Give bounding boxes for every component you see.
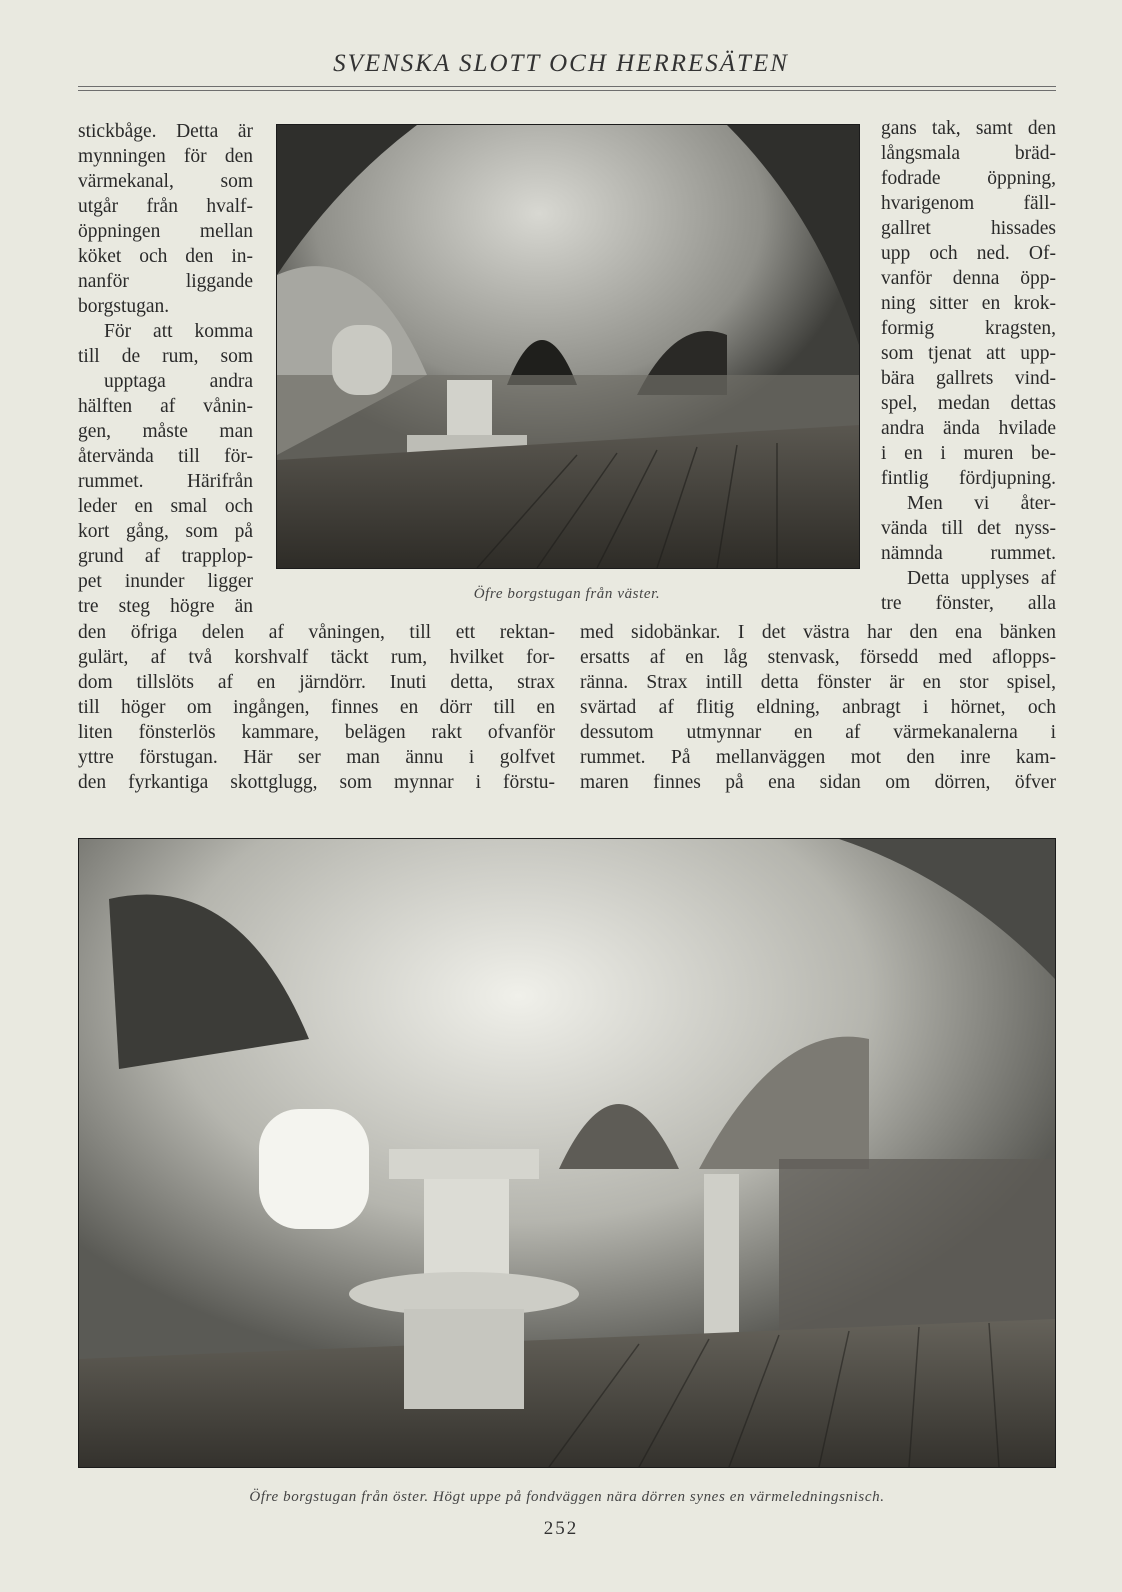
text-line: mynningen för den	[78, 146, 253, 167]
text-line: pet inunder ligger	[78, 571, 253, 592]
text-line: utgår från hvalf-	[78, 196, 253, 217]
bottom-left-column	[78, 620, 555, 795]
text-line: yttre förstugan. Här ser man ännu i golfvet	[78, 747, 555, 768]
figure-caption-bottom: Öfre borgstugan från öster. Högt uppe på fondväggen nära dörren synes en värmeledningsnisch.	[249, 1489, 885, 1505]
page-number: 252	[543, 1518, 579, 1539]
text-line: spel, medan dettas	[881, 393, 1056, 414]
bottom-right-column	[580, 620, 1056, 795]
text-line: formig kragsten,	[881, 318, 1056, 339]
header-rule-thin	[78, 90, 1056, 91]
text-line: öppningen mellan	[78, 221, 253, 242]
text-line: rummet. På mellanväggen mot den inre kam-	[580, 747, 1056, 768]
left-narrow-column	[78, 119, 253, 619]
text-line: ning sitter en krok-	[881, 293, 1056, 314]
text-line: nanför liggande	[78, 271, 253, 292]
text-line: maren finnes på ena sidan om dörren, öfver	[580, 772, 1056, 793]
text-line: långsmala bräd-	[881, 143, 1056, 164]
text-line: gulärt, af två korshvalf täckt rum, hvilket for-	[78, 647, 555, 668]
text-line: gen, måste man	[78, 421, 253, 442]
text-line: För att komma	[104, 321, 253, 342]
text-line: återvända till för-	[78, 446, 253, 467]
text-line: fintlig fördjupning.	[881, 468, 1056, 489]
text-line: gallret hissades	[881, 218, 1056, 239]
text-line: den öfriga delen af våningen, till ett rektan-	[78, 622, 555, 643]
text-line: liten fönsterlös kammare, belägen rakt ofvanför	[78, 722, 555, 743]
text-line: bära gallrets vind-	[881, 368, 1056, 389]
text-line: värmekanal, som	[78, 171, 253, 192]
text-line: med sidobänkar. I det västra har den ena bänken	[580, 622, 1056, 643]
text-line: den fyrkantiga skottglugg, som mynnar i förstu-	[78, 772, 555, 793]
right-narrow-column	[881, 116, 1056, 616]
text-line: Detta upplyses af	[907, 568, 1056, 589]
text-line: rummet. Härifrån	[78, 471, 253, 492]
text-line: kort gång, som på	[78, 521, 253, 542]
text-line: leder en smal och	[78, 496, 253, 517]
text-line: hvarigenom fäll-	[881, 193, 1056, 214]
text-line: gans tak, samt den	[881, 118, 1056, 139]
text-line: upp och ned. Of-	[881, 243, 1056, 264]
photo-east-view	[78, 838, 1056, 1468]
text-line: tre steg högre än	[78, 596, 253, 617]
text-line: i en i muren be-	[881, 443, 1056, 464]
text-line: vanför denna öpp-	[881, 268, 1056, 289]
text-line: upptaga andra	[104, 371, 253, 392]
running-header: SVENSKA SLOTT OCH HERRESÄTEN	[333, 50, 789, 77]
text-line: ersatts af en låg stenvask, försedd med aflopps-	[580, 647, 1056, 668]
text-line: borgstugan.	[78, 296, 170, 317]
text-line: ränna. Strax intill detta fönster är en stor spisel,	[580, 672, 1056, 693]
text-line: grund af trapplop-	[78, 546, 253, 567]
text-line: dom tillslöts af en järndörr. Inuti detta, strax	[78, 672, 555, 693]
photo-west-view	[276, 124, 860, 569]
figure-caption-top: Öfre borgstugan från väster.	[473, 586, 661, 602]
text-line: andra ända hvilade	[881, 418, 1056, 439]
text-line: fodrade öppning,	[881, 168, 1056, 189]
text-line: Men vi åter-	[907, 493, 1056, 514]
text-line: hälften af vånin-	[78, 396, 253, 417]
text-line: dessutom utmynnar en af värmekanalerna i	[580, 722, 1056, 743]
text-line: stickbåge. Detta är	[78, 121, 253, 142]
text-line: tre fönster, alla	[881, 593, 1056, 614]
text-line: till de rum, som	[78, 346, 253, 367]
text-line: vända till det nyss-	[881, 518, 1056, 539]
text-line: nämnda rummet.	[881, 543, 1056, 564]
text-line: som tjenat att upp-	[881, 343, 1056, 364]
text-line: svärtad af flitig eldning, anbragt i hörnet, och	[580, 697, 1056, 718]
text-line: köket och den in-	[78, 246, 253, 267]
text-line: till höger om ingången, finnes en dörr till en	[78, 697, 555, 718]
header-rule	[78, 86, 1056, 87]
